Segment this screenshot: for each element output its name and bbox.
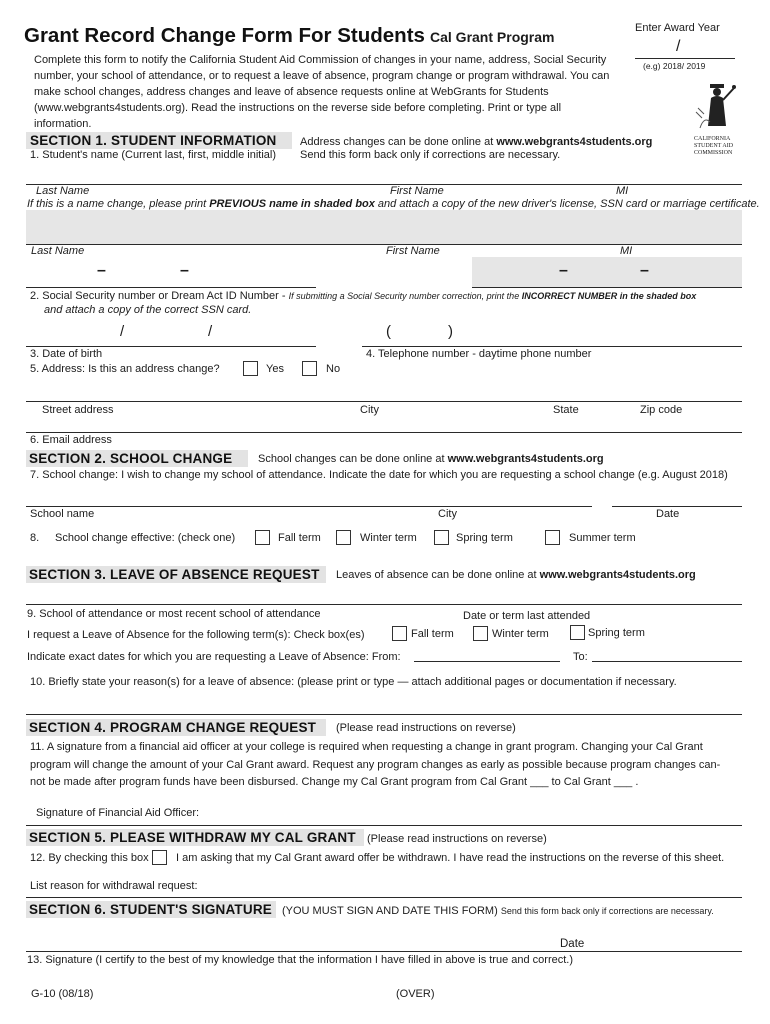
withdraw-reason-label: List reason for withdrawal request: xyxy=(30,880,198,892)
ssn-dash-2: – xyxy=(180,262,189,279)
incorrect-ssn-shaded-box[interactable] xyxy=(472,257,742,287)
loa-fall-term-checkbox[interactable] xyxy=(392,626,407,641)
ssn-shaded-dash-1: – xyxy=(559,262,568,279)
school-summer-term-label: Summer term xyxy=(569,532,636,544)
school-city-label: City xyxy=(438,508,457,520)
school-change-date-field[interactable] xyxy=(612,506,742,507)
school-spring-term-label: Spring term xyxy=(456,532,513,544)
q11-line3: not be made after program funds have been disbursed. Change my Cal Grant program from Cal Grant ___ to Cal Grant ___ . xyxy=(30,776,639,788)
q13-label: 13. Signature (I certify to the best of my knowledge that the information I have filled in above is true and correct.) xyxy=(27,954,574,966)
award-year-separator: / xyxy=(676,38,681,55)
section6-note-small: Send this form back only if corrections are necessary. xyxy=(500,906,714,916)
school-name-field[interactable] xyxy=(26,506,592,507)
q12-suffix: I am asking that my Cal Grant award offer be withdrawn. I have read the instructions on the reverse of this sheet. xyxy=(176,852,725,864)
q8-number: 8. xyxy=(30,532,40,544)
section1-note xyxy=(300,136,652,148)
address-field[interactable] xyxy=(26,401,742,402)
section6-note-main: (YOU MUST SIGN AND DATE THIS FORM) xyxy=(282,905,498,917)
q6-label: 6. Email address xyxy=(30,434,112,446)
ssn-dash-1: – xyxy=(97,262,106,279)
prev-first-name-label: First Name xyxy=(386,245,440,257)
prev-last-name-label: Last Name xyxy=(31,245,85,257)
q2-line2: and attach a copy of the correct SSN card. xyxy=(44,304,252,316)
name-change-note xyxy=(27,198,760,210)
q12-prefix: 12. By checking this box xyxy=(30,852,149,864)
program-title: Cal Grant Program xyxy=(430,29,555,45)
no-label: No xyxy=(326,363,341,375)
logo-text-3: COMMISSION xyxy=(694,150,733,156)
section2-title: SECTION 2. SCHOOL CHANGE xyxy=(29,451,233,466)
q2-italic: If submitting a Social Security number correction, print the xyxy=(288,291,522,301)
section2-note xyxy=(258,453,604,465)
ssn-field[interactable] xyxy=(26,287,316,288)
dob-separator-1: / xyxy=(120,323,125,340)
q9-label: 9. School of attendance or most recent school of attendance xyxy=(27,608,321,620)
section6-title: SECTION 6. STUDENT'S SIGNATURE xyxy=(29,902,272,917)
section4-note: (Please read instructions on reverse) xyxy=(336,722,516,734)
first-name-label: First Name xyxy=(390,185,444,197)
section3-note-url: www.webgrants4students.org xyxy=(539,569,696,581)
section3-note-prefix: Leaves of absence can be done online at xyxy=(336,569,540,581)
last-name-label: Last Name xyxy=(36,185,90,197)
section6-note xyxy=(282,905,714,917)
q8-label: School change effective: (check one) xyxy=(55,532,236,544)
loa-winter-term-checkbox[interactable] xyxy=(473,626,488,641)
school-winter-term-label: Winter term xyxy=(360,532,417,544)
phone-close-paren: ) xyxy=(448,323,453,340)
prev-mi-label: MI xyxy=(620,245,633,257)
section3-note xyxy=(336,569,696,581)
q4-label: 4. Telephone number - daytime phone number xyxy=(366,348,592,360)
form-id: G-10 (08/18) xyxy=(31,988,94,1000)
loa-reason-field[interactable] xyxy=(26,714,742,715)
q3-label: 3. Date of birth xyxy=(30,348,103,360)
q11-line2: program will change the amount of your Cal Grant award. Request any program changes as early as possible because program changes can- xyxy=(30,759,721,771)
address-change-yes-checkbox[interactable] xyxy=(243,361,258,376)
award-year-example: (e.g) 2018/ 2019 xyxy=(643,61,706,71)
section5-note: (Please read instructions on reverse) xyxy=(367,833,547,845)
city-label: City xyxy=(360,404,379,416)
section2-note-url: www.webgrants4students.org xyxy=(447,453,604,465)
form-title: Grant Record Change Form For Students xyxy=(24,24,425,47)
intro-text: Complete this form to notify the California Student Aid Commission of changes in your name, address, Social Security number, your school of attendance, or to request a leave of absence, program change or program withdrawal. You can make school changes, address changes and leave of absence requests online at WebGrants for Students (www.webgrants4students.org). Read the instructions on the reverse side before completing. Print or type all information. xyxy=(34,54,610,130)
q2-label xyxy=(30,290,696,302)
loa-to-label: To: xyxy=(573,651,588,663)
q7-label: 7. School change: I wish to change my school of attendance. Indicate the date for which you are requesting a school change (e.g. August 2018) xyxy=(30,469,728,481)
mi-label: MI xyxy=(616,185,629,197)
school-date-label: Date xyxy=(656,508,680,520)
ssn-shaded-dash-2: – xyxy=(640,262,649,279)
csac-logo xyxy=(690,78,742,160)
q11-line1: 11. A signature from a financial aid officer at your college is required when requesting a change in grant program. Changing your Cal Grant xyxy=(30,741,703,753)
school-summer-term-checkbox[interactable] xyxy=(545,530,560,545)
q10-label: 10. Briefly state your reason(s) for a leave of absence: (please print or type — attach additional pages or documentation if necessary. xyxy=(30,676,677,688)
student-signature-field[interactable] xyxy=(26,951,742,952)
q5-label: 5. Address: Is this an address change? xyxy=(30,363,220,375)
current-name-field[interactable] xyxy=(26,184,742,185)
section1-note-line2: Send this form back only if corrections are necessary. xyxy=(300,149,561,161)
name-change-prefix: If this is a name change, please print xyxy=(27,198,210,210)
section2-note-prefix: School changes can be done online at xyxy=(258,453,448,465)
previous-name-line xyxy=(26,244,742,245)
financial-aid-signature-field[interactable] xyxy=(26,825,742,826)
dob-field[interactable] xyxy=(26,346,316,347)
financial-aid-signature-label: Signature of Financial Aid Officer: xyxy=(36,807,200,819)
school-winter-term-checkbox[interactable] xyxy=(336,530,351,545)
section1-note-prefix: Address changes can be done online at xyxy=(300,136,497,148)
section1-title: SECTION 1. STUDENT INFORMATION xyxy=(30,133,277,148)
q2-main: 2. Social Security number or Dream Act ID Number - xyxy=(30,290,289,302)
street-label: Street address xyxy=(42,404,114,416)
section4-title: SECTION 4. PROGRAM CHANGE REQUEST xyxy=(29,720,317,735)
phone-open-paren: ( xyxy=(386,323,391,340)
award-year-label: Enter Award Year xyxy=(635,22,720,34)
school-fall-term-checkbox[interactable] xyxy=(255,530,270,545)
loa-to-field[interactable] xyxy=(592,661,742,662)
name-change-bold: PREVIOUS name in shaded box xyxy=(209,198,375,210)
school-of-attendance-field[interactable] xyxy=(26,604,742,605)
loa-from-field[interactable] xyxy=(414,661,560,662)
loa-winter-term-label: Winter term xyxy=(492,628,549,640)
loa-dates-label: Indicate exact dates for which you are requesting a Leave of Absence: From: xyxy=(27,651,401,663)
award-year-field[interactable] xyxy=(635,58,735,59)
section5-title: SECTION 5. PLEASE WITHDRAW MY CAL GRANT xyxy=(29,830,356,845)
logo-text-2: STUDENT AID xyxy=(694,143,734,149)
loa-fall-term-label: Fall term xyxy=(411,628,454,640)
withdraw-checkbox[interactable] xyxy=(152,850,167,865)
loa-request-label: I request a Leave of Absence for the following term(s): Check box(es) xyxy=(27,629,365,641)
dob-separator-2: / xyxy=(208,323,213,340)
school-name-label: School name xyxy=(30,508,95,520)
name-change-suffix: and attach a copy of the new driver's license, SSN card or marriage certificate. xyxy=(374,198,760,210)
state-label: State xyxy=(553,404,579,416)
signature-date-label: Date xyxy=(560,938,585,950)
section1-note-url: www.webgrants4students.org xyxy=(496,136,653,148)
yes-label: Yes xyxy=(266,363,284,375)
previous-name-shaded-box[interactable] xyxy=(26,210,742,244)
loa-spring-term-checkbox[interactable] xyxy=(570,625,585,640)
phone-field[interactable] xyxy=(362,346,742,347)
logo-text-1: CALIFORNIA xyxy=(694,136,731,142)
q1-label: 1. Student's name (Current last, first, middle initial) xyxy=(30,149,277,161)
email-field[interactable] xyxy=(26,432,742,433)
q2-bold: INCORRECT NUMBER in the shaded box xyxy=(521,291,697,301)
withdraw-reason-field[interactable] xyxy=(26,897,742,898)
address-change-no-checkbox[interactable] xyxy=(302,361,317,376)
over-label: (OVER) xyxy=(396,988,435,1000)
zip-label: Zip code xyxy=(640,404,683,416)
section3-title: SECTION 3. LEAVE OF ABSENCE REQUEST xyxy=(29,567,320,582)
last-attended-label: Date or term last attended xyxy=(463,610,591,622)
school-fall-term-label: Fall term xyxy=(278,532,321,544)
loa-spring-term-label: Spring term xyxy=(588,627,645,639)
graduate-figure-icon xyxy=(690,78,742,138)
school-spring-term-checkbox[interactable] xyxy=(434,530,449,545)
ssn-shaded-line xyxy=(472,287,742,288)
